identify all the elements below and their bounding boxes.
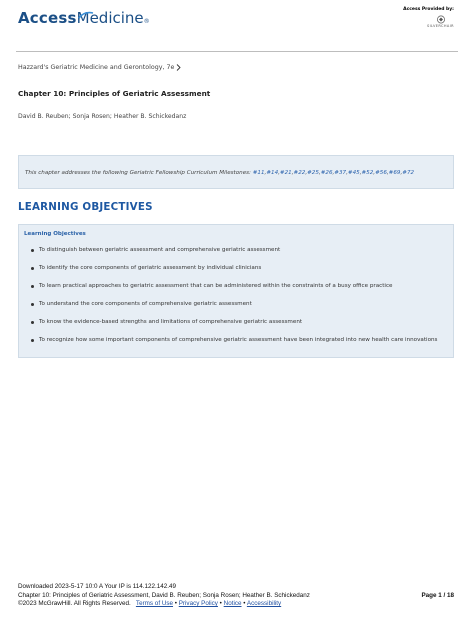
footer-separator: • [217,600,224,607]
provider-emblem-icon [434,15,448,24]
learning-objectives-box [18,224,454,358]
footer-separator: • [173,600,179,607]
milestone-link-list [253,170,414,176]
download-info: Downloaded 2023-5-17 10:0 A Your IP is 114.122.142.49 [18,583,177,590]
milestone-link[interactable]: #25 [307,170,319,176]
objective-text: To recognize how some important components of comprehensive geriatric assessment have been integrated into new health care innovations [39,337,438,343]
page-header [0,0,474,52]
breadcrumb[interactable] [18,64,181,71]
milestone-link[interactable]: #22 [293,170,306,176]
header-divider [16,51,458,52]
milestones-text [25,170,414,176]
footer-separator: • [241,600,247,607]
milestone-separator: , [318,170,321,176]
list-item [31,337,437,343]
learning-objectives-heading: LEARNING OBJECTIVES [18,201,153,213]
objective-text: To understand the core components of comprehensive geriatric assessment [39,301,252,307]
milestone-separator: , [386,170,389,176]
bullet-icon [31,267,34,270]
chevron-right-icon [176,64,181,71]
milestone-separator: , [346,170,348,176]
list-item [31,247,280,253]
copyright-text: ©2023 McGrawHill. All Rights Reserved. [18,600,131,607]
list-item [31,283,392,289]
page-number: Page 1 / 18 [421,592,454,599]
milestone-link[interactable]: #69 [388,170,401,176]
logo-registered-mark: ® [143,18,150,25]
bullet-icon [31,285,34,288]
milestone-link[interactable]: #52 [361,170,374,176]
milestone-separator: , [332,170,335,176]
list-item [31,265,261,271]
objective-text: To distinguish between geriatric assessment and comprehensive geriatric assessment [39,247,281,253]
milestone-separator: , [264,170,267,176]
notice-link[interactable]: Notice [223,600,242,607]
milestone-link[interactable]: #56 [375,170,387,176]
objective-text: To learn practical approaches to geriatric assessment that can be administered within the constraints of a busy office practice [39,283,393,289]
objective-text: To know the evidence-based strengths and limitations of comprehensive geriatric assessment [39,319,303,325]
milestone-link[interactable]: #11 [252,170,265,176]
list-item [31,319,302,325]
privacy-policy-link[interactable]: Privacy Policy [178,600,218,607]
chapter-citation: Chapter 10: Principles of Geriatric Assessment, David B. Reuben; Sonja Rosen; Heather B. Schickedanz [18,591,310,599]
breadcrumb-book-title[interactable]: Hazzard's Geriatric Medicine and Gerontology, 7e [18,64,175,71]
milestones-intro: This chapter addresses the following Geriatric Fellowship Curriculum Milestones: [25,170,253,176]
bullet-icon [31,339,34,342]
milestone-separator: , [305,170,308,176]
bullet-icon [31,303,34,306]
logo-medicine-text: Medicine [76,9,144,27]
milestones-box [18,155,454,189]
copyright-line [18,600,456,609]
list-item [31,301,252,307]
bullet-icon [31,321,34,324]
logo-access-text: Access [18,9,77,27]
learning-objectives-box-title: Learning Objectives [24,231,86,237]
provider-name: SILVERCHAIR [426,24,454,28]
chapter-authors: David B. Reuben; Sonja Rosen; Heather B. Schickedanz [18,113,187,120]
milestone-link[interactable]: #45 [347,170,360,176]
page-footer [18,583,456,609]
terms-of-use-link[interactable]: Terms of Use [135,600,174,607]
milestone-link[interactable]: #21 [279,170,292,176]
milestone-separator: , [373,170,376,176]
milestone-separator: , [400,170,403,176]
milestone-link[interactable]: #26 [320,170,333,176]
milestone-link[interactable]: #72 [402,170,415,176]
accessibility-link[interactable]: Accessibility [246,600,282,607]
milestone-link[interactable]: #14 [266,170,279,176]
milestone-separator: , [359,170,362,176]
provider-label: Access Provided by: [403,7,454,12]
access-provider [394,7,454,28]
milestone-separator: , [291,170,294,176]
objective-text: To identify the core components of geriatric assessment by individual clinicians [39,265,262,271]
chapter-title: Chapter 10: Principles of Geriatric Assessment [18,89,211,98]
bullet-icon [31,249,34,252]
accessmedicine-logo[interactable] [18,9,150,31]
milestone-link[interactable]: #37 [334,170,347,176]
milestone-separator: , [278,170,280,176]
logo-swoosh-icon [78,11,94,19]
